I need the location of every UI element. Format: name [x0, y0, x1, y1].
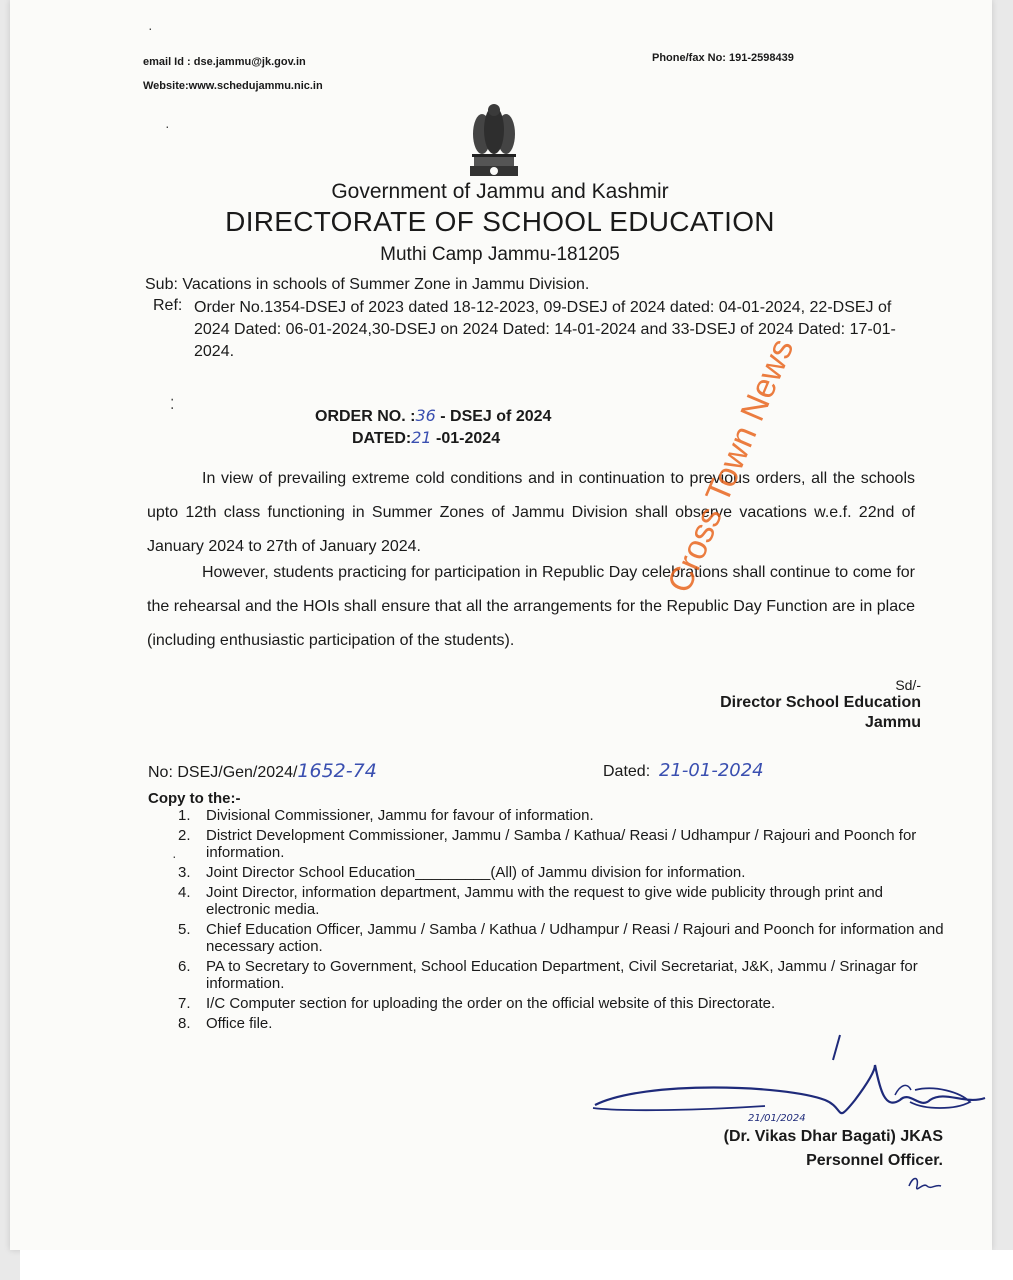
order-date-handwritten: 21	[411, 428, 432, 447]
list-item: 3. Joint Director School Education_________(All) of Jammu division for information.	[178, 864, 746, 881]
dispatch-date-label: Dated:	[603, 763, 651, 780]
list-item: 5. Chief Education Officer, Jammu / Samba / Kathua / Udhampur / Reasi / Rajouri and Poonch for information and necessary action.	[178, 921, 944, 955]
order-number-handwritten: 36	[415, 406, 436, 425]
sd-mark: Sd/-	[895, 677, 921, 693]
directorate-heading: DIRECTORATE OF SCHOOL EDUCATION	[225, 206, 775, 237]
order-number-prefix: ORDER NO. :	[315, 408, 416, 425]
order-date-suffix: -01-2024	[431, 430, 501, 447]
list-item: 4. Joint Director, information department, Jammu with the request to give wide publicity through print and electronic media.	[178, 884, 884, 918]
signatory-role: Personnel Officer.	[806, 1152, 943, 1169]
state-emblem-icon	[462, 100, 526, 180]
list-item: 2. District Development Commissioner, Jammu / Samba / Kathua/ Reasi / Udhampur / Rajouri and Poonch for information.	[178, 827, 917, 861]
order-paragraph-2: However, students practicing for participation in Republic Day celebrations shall continue to come for the rehearsal and the HOIs shall ensure that all the arrangements for the Republic Day Function are in place (including enthusiastic participation of the students).	[147, 564, 915, 649]
scan-mark: ⁚	[170, 396, 175, 412]
signatory-location: Jammu	[864, 714, 921, 731]
copy-to-list	[178, 807, 948, 1035]
signature-date-handwritten: 21/01/2024	[748, 1113, 806, 1124]
government-heading: Government of Jammu and Kashmir	[331, 180, 669, 203]
signatory-title: Director School Education	[720, 694, 921, 711]
scan-mark: ·	[172, 848, 177, 864]
dispatch-number-label: No: DSEJ/Gen/2024/	[148, 764, 298, 781]
initials-scribble	[905, 1172, 945, 1196]
order-paragraph-1: In view of prevailing extreme cold conditions and in continuation to previous orders, all the schools upto 12th class functioning in Summer Zones of Jammu Division shall observe vacations w.e.f. 22nd of January 2024 to 27th of January 2024.	[147, 470, 915, 555]
list-item: 8. Office file.	[178, 1015, 273, 1032]
copy-to-heading: Copy to the:-	[148, 790, 241, 807]
website-line: Website:www.schedujammu.nic.in	[143, 80, 323, 92]
subject-line: Sub: Vacations in schools of Summer Zone in Jammu Division.	[145, 276, 590, 293]
dispatch-number-handwritten: 1652-74	[297, 760, 377, 782]
scan-mark: ·	[148, 20, 153, 36]
order-number-suffix: - DSEJ of 2024	[435, 408, 552, 425]
order-date-prefix: DATED:	[352, 430, 412, 447]
directorate-address: Muthi Camp Jammu-181205	[380, 244, 620, 265]
bottom-strip	[20, 1250, 1013, 1280]
order-date	[352, 428, 500, 448]
dispatch-date-handwritten: 21-01-2024	[659, 760, 764, 781]
phone-line: Phone/fax No: 191-2598439	[652, 52, 794, 64]
scan-mark: ·	[165, 118, 170, 134]
reference-text: Order No.1354-DSEJ of 2023 dated 18-12-2023, 09-DSEJ of 2024 dated: 04-01-2024, 22-DSEJ of 2024 Dated: 06-01-2024,30-DSEJ on 2024 Dated: 14-01-2024 and 33-DSEJ of 2024 Dated: 17-01-2024.	[194, 299, 896, 360]
signatory-name: (Dr. Vikas Dhar Bagati) JKAS	[723, 1128, 943, 1145]
dispatch-number	[148, 760, 377, 782]
list-item: 6. PA to Secretary to Government, School Education Department, Civil Secretariat, J&K, Jammu / Srinagar for information.	[178, 958, 918, 992]
email-line: email Id : dse.jammu@jk.gov.in	[143, 56, 306, 68]
dispatch-date	[603, 760, 764, 781]
list-item: 1. Divisional Commissioner, Jammu for favour of information.	[178, 807, 594, 824]
order-number	[315, 406, 551, 426]
list-item: 7. I/C Computer section for uploading the order on the official website of this Directorate.	[178, 995, 776, 1012]
reference-label: Ref:	[153, 297, 183, 314]
watermark-text: Cross Town News	[660, 333, 802, 599]
